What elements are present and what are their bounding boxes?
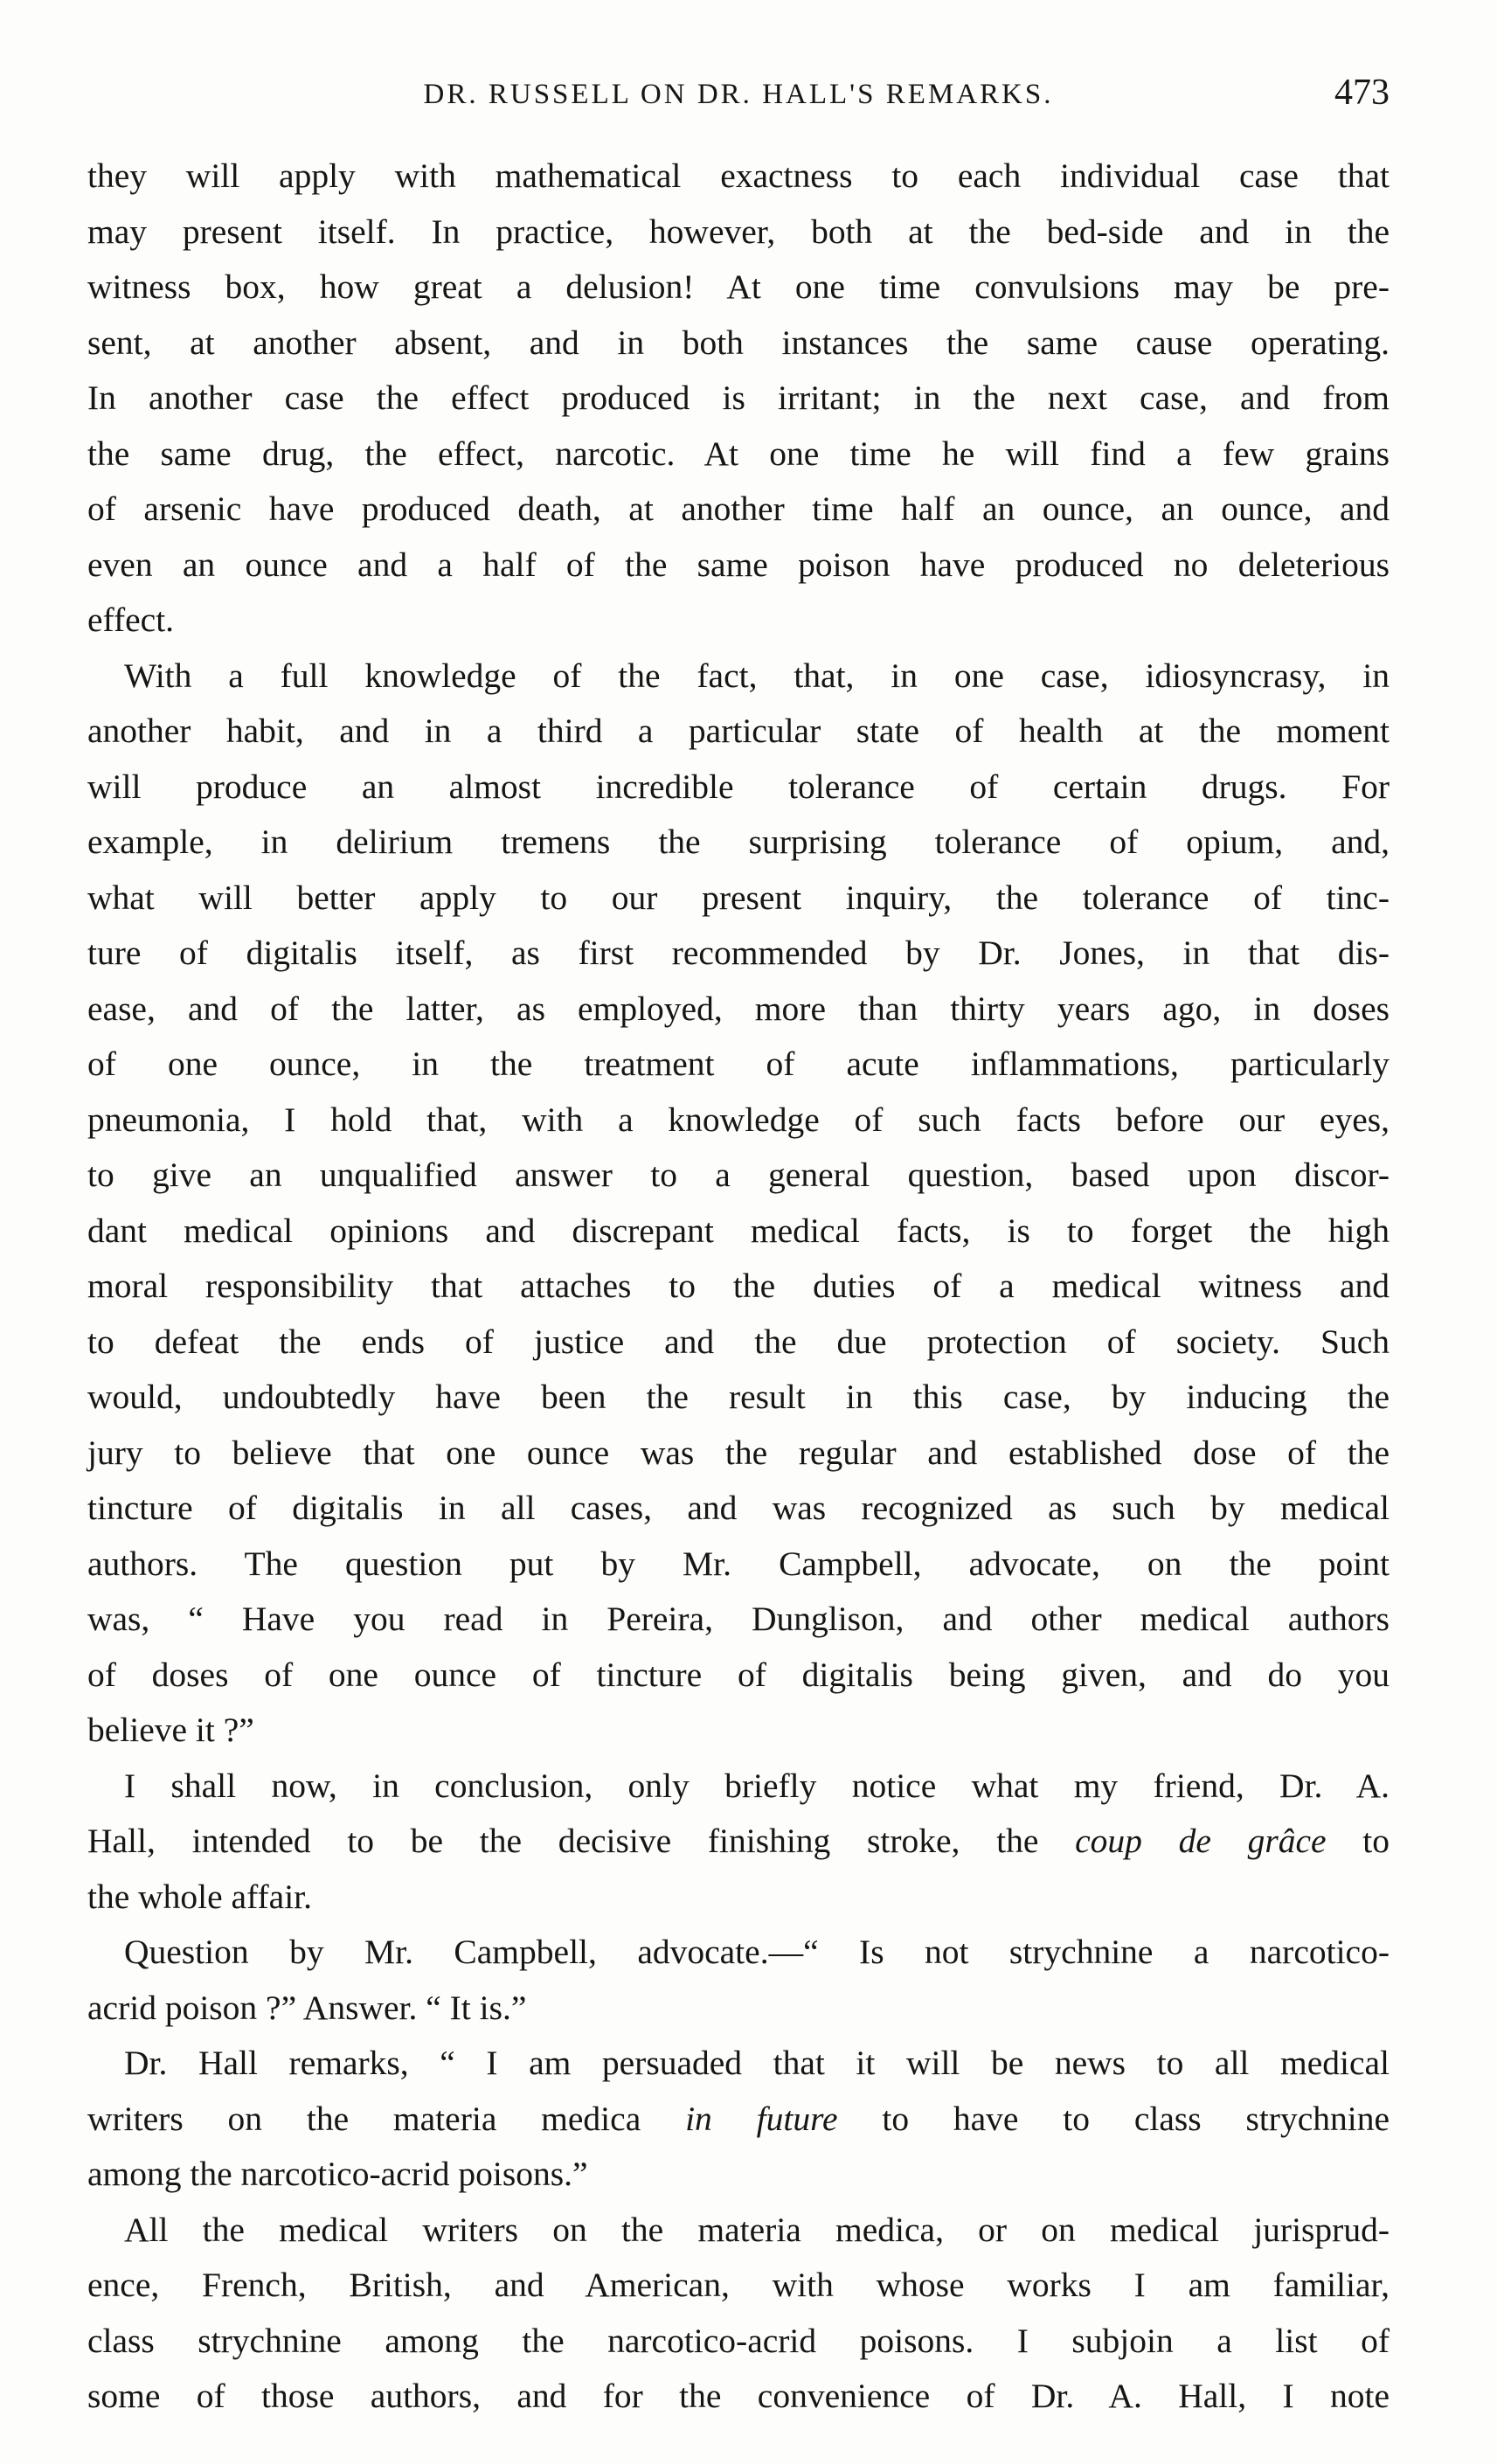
text-line: Dr. Hall remarks, “ I am persuaded that it will be news to all medical (124, 2044, 1390, 2082)
text-line: was, “ Have you read in Pereira, Dunglison, and other medical authors (87, 1600, 1390, 1638)
text-line: pneumonia, I hold that, with a knowledge of such facts before our eyes, (87, 1100, 1390, 1139)
text-line: among the narcotico-acrid poisons.” (87, 2155, 588, 2193)
text-line: believe it ?” (87, 1711, 254, 1749)
text-line: may present itself. In practice, however, both at the bed-side and in the (87, 212, 1390, 251)
text-line: Question by Mr. Campbell, advocate.—“ Is not strychnine a narcotico- (124, 1933, 1390, 1971)
text-line: the whole affair. (87, 1877, 313, 1916)
text-line: witness box, how great a delusion! At one time convulsions may be pre- (87, 267, 1390, 306)
text-line: acrid poison ?” Answer. “ It is.” (87, 1988, 527, 2027)
text-line: dant medical opinions and discrepant medical facts, is to forget the high (87, 1211, 1390, 1250)
paragraph-6 (87, 2203, 1390, 2425)
text-line: example, in delirium tremens the surprising tolerance of opium, and, (87, 822, 1390, 861)
body-text (87, 149, 1390, 2425)
text-line: to defeat the ends of justice and the due protection of society. Such (87, 1322, 1390, 1361)
text-line: ence, French, British, and American, with whose works I am familiar, (87, 2266, 1390, 2304)
italic-phrase: in future (685, 2099, 838, 2138)
text-line-with-italic (87, 1814, 1390, 1870)
text-line: authors. The question put by Mr. Campbell, advocate, on the point (87, 1544, 1390, 1583)
text-segment: writers on the materia medica (87, 2099, 686, 2138)
text-line: I shall now, in conclusion, only briefly notice what my friend, Dr. A. (124, 1766, 1390, 1805)
page-number: 473 (1334, 73, 1390, 113)
text-segment: to have to class strychnine (837, 2099, 1390, 2138)
paragraph-5 (87, 2036, 1390, 2203)
paragraph-4 (87, 1925, 1390, 2036)
paragraph-1 (87, 149, 1390, 649)
text-line: tincture of digitalis in all cases, and was recognized as such by medical (87, 1489, 1390, 1527)
text-line: will produce an almost incredible tolerance of certain drugs. For (87, 767, 1390, 806)
running-title: DR. RUSSELL ON DR. HALL'S REMARKS. (423, 79, 1054, 110)
text-line: With a full knowledge of the fact, that, in one case, idiosyncrasy, in (124, 656, 1390, 695)
text-line: they will apply with mathematical exactness to each individual case that (87, 156, 1390, 195)
text-segment: to (1326, 1822, 1390, 1860)
running-head (87, 72, 1390, 124)
text-line: what will better apply to our present inquiry, the tolerance of tinc- (87, 878, 1390, 917)
text-line: would, undoubtedly have been the result in this case, by inducing the (87, 1378, 1390, 1416)
text-line: All the medical writers on the materia medica, or on medical jurisprud- (124, 2210, 1390, 2249)
text-line: sent, at another absent, and in both instances the same cause operating. (87, 323, 1390, 362)
text-line: of doses of one ounce of tincture of digitalis being given, and do you (87, 1655, 1390, 1694)
text-line: In another case the effect produced is irritant; in the next case, and from (87, 378, 1390, 417)
text-line: class strychnine among the narcotico-acrid poisons. I subjoin a list of (87, 2321, 1390, 2360)
text-line: the same drug, the effect, narcotic. At one time he will find a few grains (87, 434, 1390, 473)
text-line: of arsenic have produced death, at another time half an ounce, an ounce, and (87, 489, 1390, 528)
text-line-with-italic (87, 2092, 1390, 2148)
paragraph-2 (87, 649, 1390, 1759)
text-line: ture of digitalis itself, as first recommended by Dr. Jones, in that dis- (87, 934, 1390, 972)
text-line: jury to believe that one ounce was the regular and established dose of the (87, 1433, 1390, 1472)
text-line: even an ounce and a half of the same poison have produced no deleterious (87, 545, 1390, 584)
italic-phrase: coup de grâce (1075, 1822, 1327, 1860)
text-segment: Hall, intended to be the decisive finishing stroke, the (87, 1822, 1076, 1860)
text-line: some of those authors, and for the convenience of Dr. A. Hall, I note (87, 2377, 1390, 2415)
text-line: ease, and of the latter, as employed, more than thirty years ago, in doses (87, 989, 1390, 1028)
paragraph-3 (87, 1759, 1390, 1926)
text-line: to give an unqualified answer to a general question, based upon discor- (87, 1156, 1390, 1194)
text-line: effect. (87, 600, 175, 639)
text-line: moral responsibility that attaches to the duties of a medical witness and (87, 1267, 1390, 1305)
text-line: another habit, and in a third a particular state of health at the moment (87, 711, 1390, 750)
text-line: of one ounce, in the treatment of acute inflammations, particularly (87, 1045, 1390, 1083)
